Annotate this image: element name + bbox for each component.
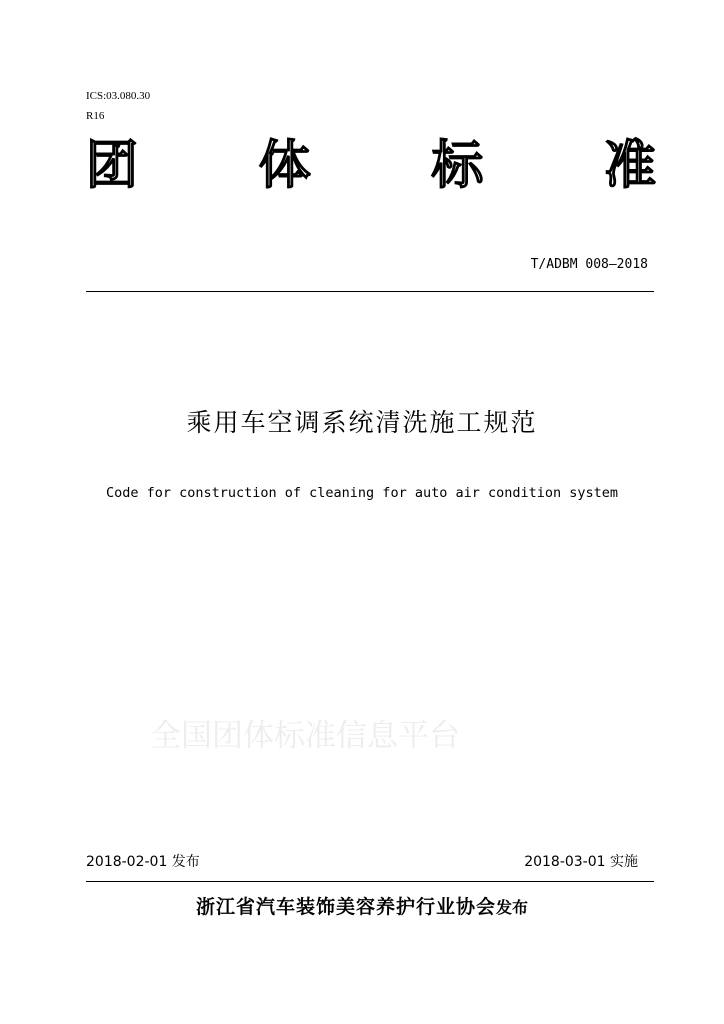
watermark: 全国团体标准信息平台: [150, 718, 460, 754]
document-type-title: [86, 134, 656, 198]
title-char-1: 团: [86, 136, 139, 196]
ics-code: ICS:03.080.30: [86, 90, 151, 102]
issuer-organization: 浙江省汽车装饰美容养护行业协会: [195, 896, 496, 918]
title-char-2: 体: [258, 136, 311, 196]
chinese-title: 乘用车空调系统清洗施工规范: [186, 408, 538, 437]
standard-number: T/ADBM 008—2018: [530, 257, 648, 272]
implementation-date: 2018-03-01 实施: [524, 854, 638, 870]
classification-code: R16: [86, 110, 105, 122]
issuer-suffix: 发布: [496, 898, 529, 917]
english-title: Code for construction of cleaning for auto air condition system: [105, 485, 619, 501]
title-char-4: 准: [603, 136, 656, 196]
bottom-divider: [86, 881, 654, 882]
top-divider: [86, 291, 654, 292]
issue-date: 2018-02-01 发布: [86, 854, 200, 870]
issuer: [0, 894, 724, 921]
title-char-3: 标: [431, 136, 484, 196]
